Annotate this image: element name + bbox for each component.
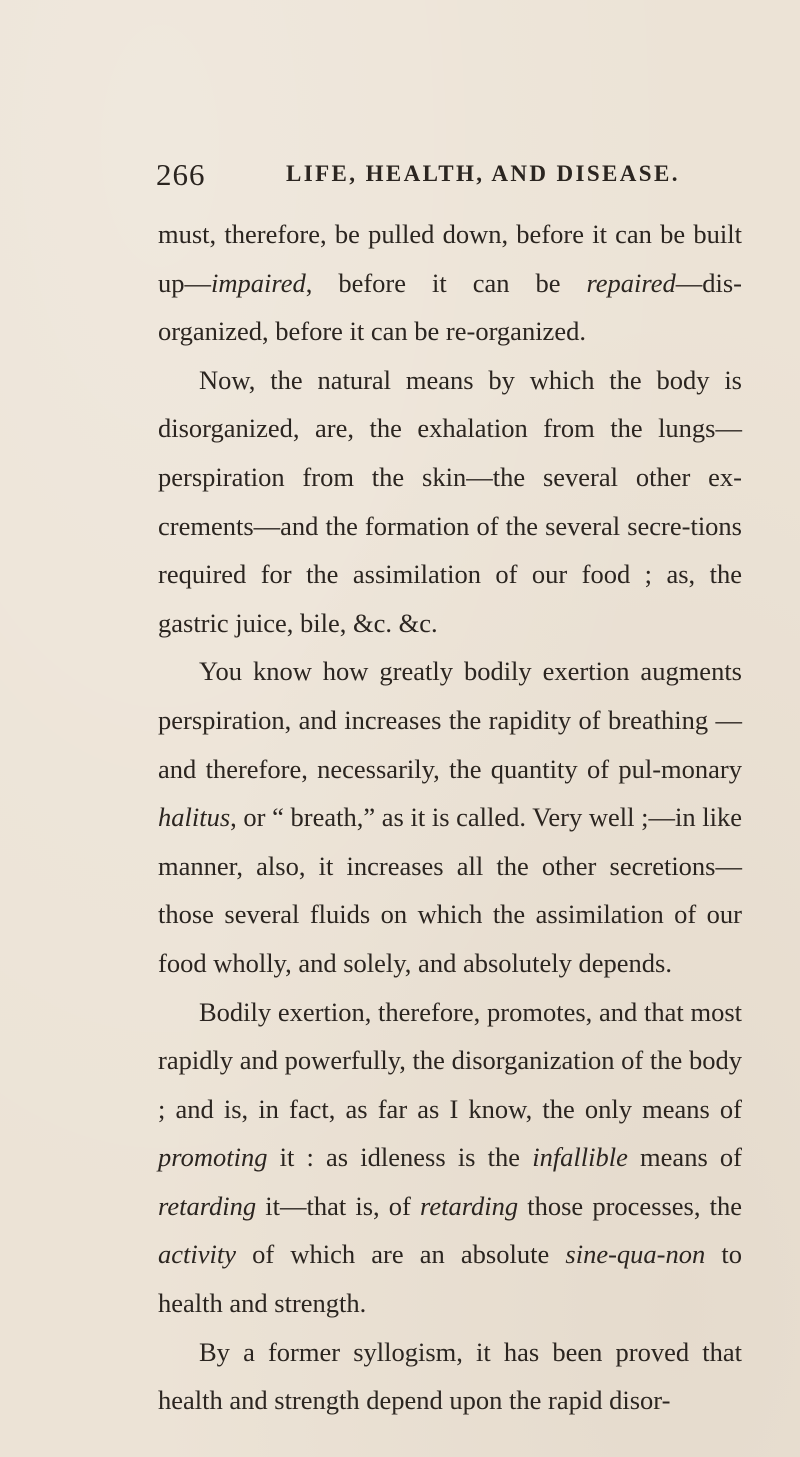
text-segment: it—that is, of	[256, 1190, 420, 1221]
text-segment: must, therefore, be pulled down, before it can be built up—	[158, 219, 742, 298]
text-segment: it : as idleness is the	[267, 1142, 533, 1173]
paragraph-2	[158, 356, 742, 648]
italic-segment: repaired	[586, 267, 676, 298]
paragraph-3	[158, 647, 742, 987]
italic-segment: promoting	[158, 1142, 268, 1173]
italic-segment: impaired	[211, 267, 306, 298]
body-text	[158, 210, 742, 1425]
italic-segment: retarding	[419, 1190, 519, 1221]
paragraph-5	[158, 1328, 742, 1425]
paragraph-4	[158, 988, 742, 1328]
text-segment: Now, the natural means by which the body is disorganized, are, the exhalation from the lungs—perspiration from the skin—the several other ex-crements—and the formation of the several secre-tions required for the assimilation of our food ; as, the gastric juice, bile, &c. &c.	[158, 364, 742, 638]
italic-segment: infallible	[532, 1142, 628, 1173]
text-segment: By a former syllogism, it has been proved that health and strength depend upon the rapid disor-	[158, 1336, 742, 1416]
page-header	[156, 157, 756, 197]
page-number: 266	[156, 157, 206, 192]
text-segment: , or “ breath,” as it is called. Very well ;—in like manner, also, it increases all the other secretions—those several fluids on which the assimilation of our food wholly, and solely, and absolutely depends.	[158, 802, 742, 978]
running-head: LIFE, HEALTH, AND DISEASE.	[286, 161, 680, 186]
text-segment: means of	[627, 1142, 742, 1173]
italic-segment: halitus	[158, 802, 231, 833]
text-segment: , before it can be	[305, 267, 587, 298]
text-segment: to health and strength.	[158, 1239, 742, 1319]
italic-segment: sine-qua-non	[565, 1239, 706, 1270]
text-segment: those processes, the	[518, 1190, 742, 1221]
italic-segment: activity	[158, 1239, 236, 1270]
text-segment: of which are an absolute	[236, 1239, 566, 1270]
text-segment: —dis-organized, before it can be re-organized.	[158, 267, 742, 347]
paragraph-1	[158, 210, 742, 356]
text-segment: Bodily exertion, therefore, promotes, and that most rapidly and powerfully, the disorganization of the body ; and is, in fact, as far as I know, the only means of	[158, 996, 742, 1124]
italic-segment: retarding	[158, 1190, 257, 1221]
text-segment: You know how greatly bodily exertion augments perspiration, and increases the rapidity of breathing —and therefore, necessarily, the quantity of pul-monary	[158, 656, 742, 784]
